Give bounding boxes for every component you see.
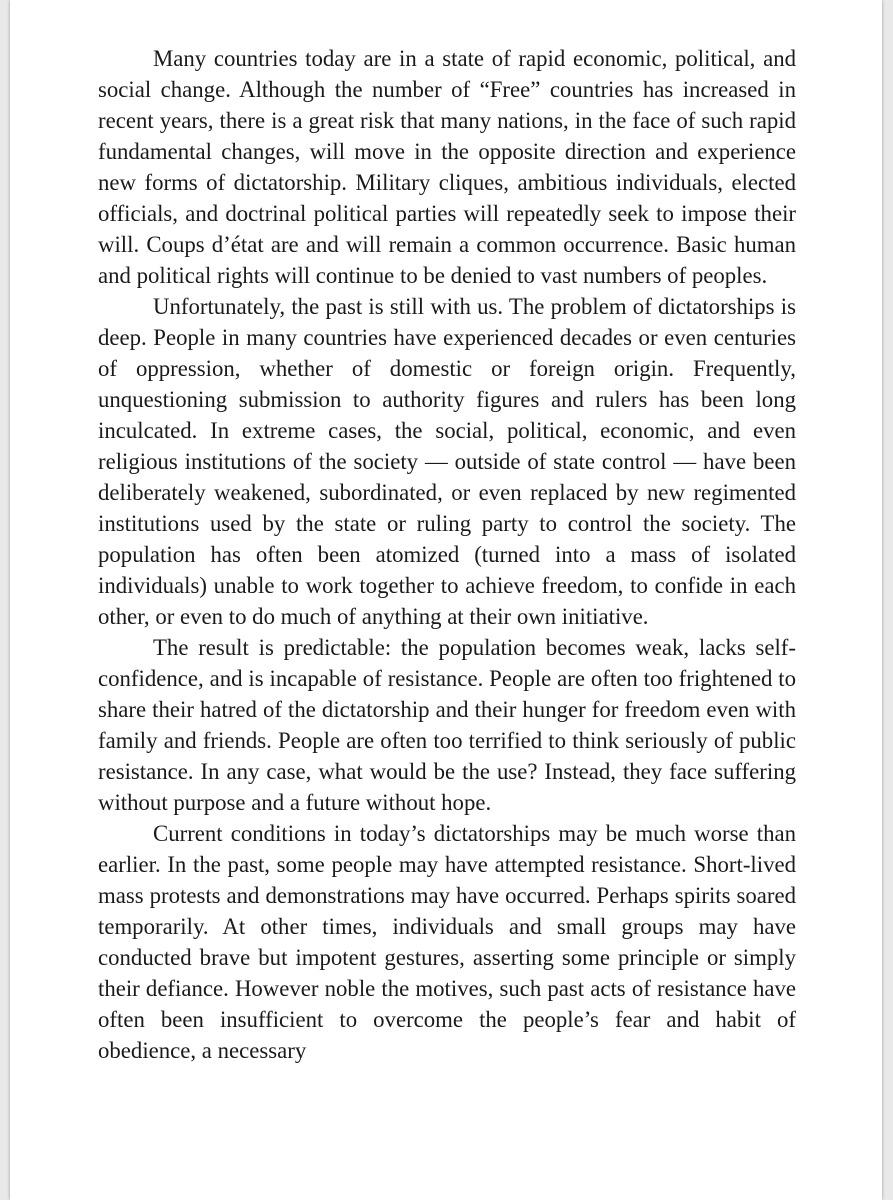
- paragraph-4: Current conditions in today’s dictatorships may be much worse than earlier. In the past, some people may have attempted resistance. Short-lived mass protests and demonstrations may have occurred. Perhaps spirits soared temporarily. At other times, individuals and small groups may have conducted brave but impotent gestures, asserting some principle or simply their defiance. However noble the motives, such past acts of resistance have often been insufficient to overcome the people’s fear and habit of obedience, a necessary: [98, 821, 796, 1063]
- body-text: [98, 43, 796, 1066]
- paragraph-3: The result is predictable: the population becomes weak, lacks self-confidence, and is incapable of resistance. People are often too frightened to share their hatred of the dictatorship and their hunger for freedom even with family and friends. People are often too terrified to think seriously of public resistance. In any case, what would be the use? Instead, they face suffering without purpose and a future without hope.: [98, 635, 796, 815]
- paragraph-2: Unfortunately, the past is still with us. The problem of dictatorships is deep. People in many countries have experienced decades or even centuries of oppression, whether of domestic or foreign origin. Frequently, unquestioning submission to authority figures and rulers has been long inculcated. In extreme cases, the social, political, economic, and even religious institutions of the society — outside of state control — have been deliberately weakened, subordinated, or even replaced by new regimented institutions used by the state or ruling party to control the society. The population has often been atomized (turned into a mass of isolated individuals) unable to work together to achieve freedom, to confide in each other, or even to do much of anything at their own initiative.: [98, 294, 796, 629]
- paragraph-1: Many countries today are in a state of rapid economic, political, and social change. Although the number of “Free” countries has increased in recent years, there is a great risk that many nations, in the face of such rapid fundamental changes, will move in the opposite direction and experience new forms of dictatorship. Military cliques, ambitious individuals, elected officials, and doctrinal political parties will repeatedly seek to impose their will. Coups d’état are and will remain a common occurrence. Basic human and political rights will continue to be denied to vast numbers of peoples.: [98, 46, 796, 288]
- document-page: [10, 0, 882, 1200]
